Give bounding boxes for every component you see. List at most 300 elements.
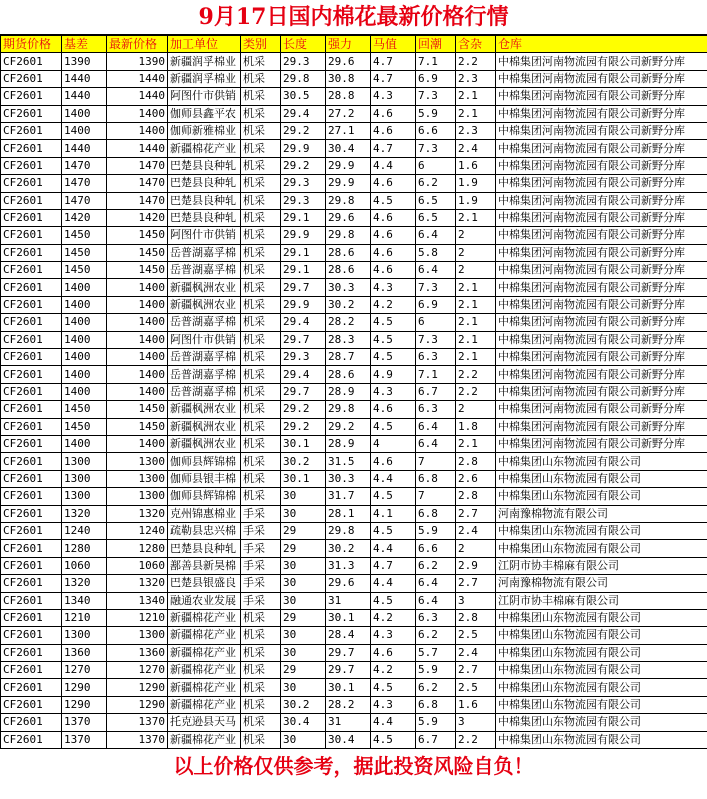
- basis-cell: 1400: [62, 279, 107, 296]
- moisture-cell: 7.3: [416, 140, 456, 157]
- warehouse-cell: 中棉集团山东物流园有限公司: [496, 644, 707, 661]
- length-cell: 30: [281, 592, 326, 609]
- latest-price-cell: 1290: [107, 679, 168, 696]
- basis-cell: 1440: [62, 140, 107, 157]
- strength-cell: 30.1: [326, 609, 371, 626]
- length-cell: 29.1: [281, 209, 326, 226]
- micronaire-cell: 4.5: [371, 522, 416, 539]
- processor-cell: 新疆棉花产业: [168, 731, 241, 748]
- trash-cell: 2.4: [456, 140, 496, 157]
- moisture-cell: 6.6: [416, 540, 456, 557]
- table-row: [1, 209, 707, 226]
- futures-price-cell: CF2601: [1, 592, 62, 609]
- warehouse-cell: 中棉集团河南物流园有限公司新野分库: [496, 383, 707, 400]
- basis-cell: 1290: [62, 679, 107, 696]
- micronaire-cell: 4.5: [371, 192, 416, 209]
- category-cell: 机采: [241, 679, 281, 696]
- trash-cell: 2.1: [456, 105, 496, 122]
- warehouse-cell: 中棉集团山东物流园有限公司: [496, 470, 707, 487]
- futures-price-cell: CF2601: [1, 296, 62, 313]
- processor-cell: 阿图什市供销: [168, 227, 241, 244]
- latest-price-cell: 1400: [107, 122, 168, 139]
- category-cell: 机采: [241, 279, 281, 296]
- processor-cell: 新疆枫洲农业: [168, 296, 241, 313]
- processor-cell: 新疆枫洲农业: [168, 401, 241, 418]
- warehouse-cell: 中棉集团河南物流园有限公司新野分库: [496, 192, 707, 209]
- strength-cell: 28.4: [326, 627, 371, 644]
- strength-cell: 31.3: [326, 557, 371, 574]
- trash-cell: 2.3: [456, 122, 496, 139]
- basis-cell: 1420: [62, 209, 107, 226]
- latest-price-cell: 1400: [107, 331, 168, 348]
- table-row: [1, 470, 707, 487]
- micronaire-cell: 4.4: [371, 540, 416, 557]
- table-row: [1, 662, 707, 679]
- trash-cell: 2.7: [456, 662, 496, 679]
- table-row: [1, 140, 707, 157]
- table-row: [1, 227, 707, 244]
- trash-cell: 2.1: [456, 279, 496, 296]
- futures-price-cell: CF2601: [1, 175, 62, 192]
- trash-cell: 2.2: [456, 383, 496, 400]
- processor-cell: 岳普湖嘉孚棉: [168, 366, 241, 383]
- category-cell: 机采: [241, 488, 281, 505]
- strength-cell: 28.7: [326, 349, 371, 366]
- category-cell: 机采: [241, 349, 281, 366]
- micronaire-header: 马值: [371, 36, 416, 53]
- length-cell: 29.2: [281, 122, 326, 139]
- futures-price-cell: CF2601: [1, 349, 62, 366]
- latest-price-cell: 1320: [107, 505, 168, 522]
- futures-price-cell: CF2601: [1, 140, 62, 157]
- strength-cell: 28.3: [326, 331, 371, 348]
- micronaire-cell: 4.9: [371, 366, 416, 383]
- micronaire-cell: 4.6: [371, 227, 416, 244]
- trash-cell: 3: [456, 714, 496, 731]
- warehouse-cell: 中棉集团河南物流园有限公司新野分库: [496, 140, 707, 157]
- latest-price-cell: 1470: [107, 175, 168, 192]
- table-row: [1, 331, 707, 348]
- processor-cell: 伽师县银丰棉: [168, 470, 241, 487]
- micronaire-cell: 4.5: [371, 592, 416, 609]
- futures-price-cell: CF2601: [1, 53, 62, 70]
- price-table: [0, 35, 707, 749]
- trash-cell: 1.9: [456, 175, 496, 192]
- table-row: [1, 714, 707, 731]
- basis-cell: 1240: [62, 522, 107, 539]
- trash-cell: 2.1: [456, 209, 496, 226]
- length-cell: 30: [281, 731, 326, 748]
- latest-price-cell: 1360: [107, 644, 168, 661]
- moisture-cell: 6.9: [416, 70, 456, 87]
- category-cell: 手采: [241, 540, 281, 557]
- table-row: [1, 105, 707, 122]
- category-cell: 机采: [241, 227, 281, 244]
- table-row: [1, 522, 707, 539]
- processor-cell: 克州锦惠棉业: [168, 505, 241, 522]
- basis-cell: 1320: [62, 575, 107, 592]
- length-cell: 29.3: [281, 349, 326, 366]
- length-cell: 29.3: [281, 192, 326, 209]
- processor-cell: 伽师新雅棉业: [168, 122, 241, 139]
- table-row: [1, 296, 707, 313]
- category-cell: 机采: [241, 453, 281, 470]
- latest-price-cell: 1300: [107, 627, 168, 644]
- length-cell: 30.1: [281, 470, 326, 487]
- category-cell: 机采: [241, 88, 281, 105]
- trash-cell: 2.7: [456, 575, 496, 592]
- basis-cell: 1400: [62, 331, 107, 348]
- length-cell: 29.1: [281, 244, 326, 261]
- basis-cell: 1400: [62, 296, 107, 313]
- futures-price-cell: CF2601: [1, 505, 62, 522]
- micronaire-cell: 4.4: [371, 157, 416, 174]
- basis-cell: 1400: [62, 383, 107, 400]
- futures-price-cell: CF2601: [1, 262, 62, 279]
- futures-price-cell: CF2601: [1, 609, 62, 626]
- moisture-cell: 6.5: [416, 209, 456, 226]
- strength-cell: 28.9: [326, 435, 371, 452]
- trash-cell: 2: [456, 540, 496, 557]
- moisture-cell: 6.6: [416, 122, 456, 139]
- basis-cell: 1340: [62, 592, 107, 609]
- warehouse-cell: 江阴市协丰棉麻有限公司: [496, 557, 707, 574]
- processor-cell: 新疆棉花产业: [168, 662, 241, 679]
- latest-price-cell: 1290: [107, 696, 168, 713]
- moisture-cell: 6: [416, 314, 456, 331]
- length-cell: 29.7: [281, 331, 326, 348]
- length-cell: 29.3: [281, 53, 326, 70]
- table-row: [1, 88, 707, 105]
- trash-cell: 1.9: [456, 192, 496, 209]
- moisture-cell: 5.9: [416, 522, 456, 539]
- strength-header: 强力: [326, 36, 371, 53]
- processor-cell: 新疆棉花产业: [168, 696, 241, 713]
- category-header: 类别: [241, 36, 281, 53]
- strength-cell: 31.7: [326, 488, 371, 505]
- processor-cell: 伽师县鑫平农: [168, 105, 241, 122]
- processor-cell: 新疆棉花产业: [168, 644, 241, 661]
- length-cell: 29.9: [281, 296, 326, 313]
- category-cell: 手采: [241, 592, 281, 609]
- trash-cell: 2.7: [456, 505, 496, 522]
- strength-cell: 28.6: [326, 366, 371, 383]
- table-row: [1, 644, 707, 661]
- micronaire-cell: 4.3: [371, 279, 416, 296]
- warehouse-cell: 中棉集团河南物流园有限公司新野分库: [496, 209, 707, 226]
- table-row: [1, 279, 707, 296]
- strength-cell: 29.9: [326, 157, 371, 174]
- futures-price-cell: CF2601: [1, 662, 62, 679]
- category-cell: 手采: [241, 505, 281, 522]
- category-cell: 机采: [241, 731, 281, 748]
- moisture-cell: 7.3: [416, 331, 456, 348]
- moisture-cell: 6.4: [416, 262, 456, 279]
- strength-cell: 29.9: [326, 175, 371, 192]
- processor-cell: 岳普湖嘉孚棉: [168, 314, 241, 331]
- futures-price-cell: CF2601: [1, 696, 62, 713]
- moisture-cell: 7.1: [416, 53, 456, 70]
- trash-cell: 2.5: [456, 627, 496, 644]
- micronaire-cell: 4.7: [371, 557, 416, 574]
- category-cell: 机采: [241, 140, 281, 157]
- table-header: [1, 36, 707, 53]
- warehouse-cell: 中棉集团河南物流园有限公司新野分库: [496, 366, 707, 383]
- table-row: [1, 627, 707, 644]
- latest-price-cell: 1340: [107, 592, 168, 609]
- moisture-cell: 7: [416, 488, 456, 505]
- category-cell: 机采: [241, 366, 281, 383]
- length-header: 长度: [281, 36, 326, 53]
- warehouse-header: 仓库: [496, 36, 707, 53]
- length-cell: 29.4: [281, 314, 326, 331]
- warehouse-cell: 中棉集团河南物流园有限公司新野分库: [496, 157, 707, 174]
- length-cell: 30.1: [281, 435, 326, 452]
- trash-cell: 2: [456, 401, 496, 418]
- trash-header: 含杂: [456, 36, 496, 53]
- strength-cell: 30.8: [326, 70, 371, 87]
- basis-cell: 1440: [62, 70, 107, 87]
- moisture-cell: 6.2: [416, 557, 456, 574]
- strength-cell: 31: [326, 714, 371, 731]
- trash-cell: 2.5: [456, 679, 496, 696]
- table-row: [1, 557, 707, 574]
- futures-price-cell: CF2601: [1, 401, 62, 418]
- moisture-cell: 7: [416, 453, 456, 470]
- latest-price-cell: 1400: [107, 279, 168, 296]
- futures-price-cell: CF2601: [1, 470, 62, 487]
- processor-cell: 疏勒县忠兴棉: [168, 522, 241, 539]
- category-cell: 机采: [241, 209, 281, 226]
- trash-cell: 2.2: [456, 366, 496, 383]
- processor-cell: 巴楚县良种轧: [168, 540, 241, 557]
- strength-cell: 30.2: [326, 540, 371, 557]
- processor-cell: 巴楚县银盛良: [168, 575, 241, 592]
- category-cell: 机采: [241, 401, 281, 418]
- latest-price-cell: 1420: [107, 209, 168, 226]
- processor-cell: 新疆枫洲农业: [168, 435, 241, 452]
- warehouse-cell: 中棉集团河南物流园有限公司新野分库: [496, 349, 707, 366]
- strength-cell: 30.1: [326, 679, 371, 696]
- micronaire-cell: 4.6: [371, 453, 416, 470]
- table-row: [1, 53, 707, 70]
- trash-cell: 2.8: [456, 609, 496, 626]
- latest-price-cell: 1280: [107, 540, 168, 557]
- futures-price-cell: CF2601: [1, 314, 62, 331]
- latest-price-cell: 1450: [107, 227, 168, 244]
- futures-price-cell: CF2601: [1, 679, 62, 696]
- warehouse-cell: 中棉集团山东物流园有限公司: [496, 522, 707, 539]
- micronaire-cell: 4.5: [371, 488, 416, 505]
- futures-price-cell: CF2601: [1, 575, 62, 592]
- processor-cell: 伽师县辉锦棉: [168, 453, 241, 470]
- strength-cell: 29.8: [326, 192, 371, 209]
- moisture-cell: 5.9: [416, 662, 456, 679]
- warehouse-cell: 中棉集团山东物流园有限公司: [496, 679, 707, 696]
- strength-cell: 31: [326, 592, 371, 609]
- table-row: [1, 192, 707, 209]
- category-cell: 机采: [241, 627, 281, 644]
- category-cell: 机采: [241, 314, 281, 331]
- latest-price-cell: 1300: [107, 470, 168, 487]
- moisture-cell: 6.7: [416, 383, 456, 400]
- warehouse-cell: 中棉集团河南物流园有限公司新野分库: [496, 314, 707, 331]
- trash-cell: 1.8: [456, 418, 496, 435]
- strength-cell: 29.7: [326, 662, 371, 679]
- trash-cell: 2: [456, 227, 496, 244]
- moisture-cell: 5.9: [416, 105, 456, 122]
- micronaire-cell: 4.5: [371, 418, 416, 435]
- warehouse-cell: 中棉集团河南物流园有限公司新野分库: [496, 227, 707, 244]
- length-cell: 30.2: [281, 696, 326, 713]
- basis-cell: 1300: [62, 470, 107, 487]
- strength-cell: 28.6: [326, 262, 371, 279]
- moisture-cell: 6.8: [416, 470, 456, 487]
- header-row: [1, 36, 707, 53]
- latest-price-cell: 1400: [107, 435, 168, 452]
- latest-price-cell: 1470: [107, 157, 168, 174]
- category-cell: 机采: [241, 644, 281, 661]
- strength-cell: 30.4: [326, 731, 371, 748]
- table-row: [1, 401, 707, 418]
- moisture-cell: 6.4: [416, 575, 456, 592]
- moisture-cell: 6.8: [416, 696, 456, 713]
- basis-cell: 1370: [62, 714, 107, 731]
- basis-cell: 1450: [62, 401, 107, 418]
- futures-price-cell: CF2601: [1, 88, 62, 105]
- trash-cell: 2.2: [456, 731, 496, 748]
- futures-price-cell: CF2601: [1, 435, 62, 452]
- category-cell: 机采: [241, 105, 281, 122]
- futures-price-cell: CF2601: [1, 70, 62, 87]
- trash-cell: 2.9: [456, 557, 496, 574]
- length-cell: 30.2: [281, 453, 326, 470]
- category-cell: 机采: [241, 296, 281, 313]
- warehouse-cell: 中棉集团河南物流园有限公司新野分库: [496, 262, 707, 279]
- trash-cell: 2.4: [456, 644, 496, 661]
- table-row: [1, 435, 707, 452]
- latest-price-cell: 1300: [107, 453, 168, 470]
- moisture-cell: 6.3: [416, 401, 456, 418]
- strength-cell: 29.8: [326, 227, 371, 244]
- category-cell: 机采: [241, 70, 281, 87]
- micronaire-cell: 4.5: [371, 731, 416, 748]
- strength-cell: 28.6: [326, 244, 371, 261]
- length-cell: 29.7: [281, 279, 326, 296]
- micronaire-cell: 4.5: [371, 314, 416, 331]
- basis-cell: 1400: [62, 366, 107, 383]
- moisture-cell: 6.4: [416, 227, 456, 244]
- trash-cell: 2: [456, 244, 496, 261]
- strength-cell: 29.6: [326, 209, 371, 226]
- length-cell: 29.3: [281, 175, 326, 192]
- micronaire-cell: 4.4: [371, 470, 416, 487]
- table-row: [1, 262, 707, 279]
- category-cell: 机采: [241, 262, 281, 279]
- trash-cell: 2.1: [456, 349, 496, 366]
- warehouse-cell: 河南豫棉物流有限公司: [496, 575, 707, 592]
- category-cell: 机采: [241, 435, 281, 452]
- latest-price-cell: 1400: [107, 314, 168, 331]
- micronaire-cell: 4.6: [371, 175, 416, 192]
- table-row: [1, 418, 707, 435]
- processor-cell: 岳普湖嘉孚棉: [168, 383, 241, 400]
- category-cell: 机采: [241, 662, 281, 679]
- latest-price-cell: 1400: [107, 383, 168, 400]
- moisture-header: 回潮: [416, 36, 456, 53]
- category-cell: 手采: [241, 557, 281, 574]
- basis-cell: 1400: [62, 105, 107, 122]
- table-row: [1, 505, 707, 522]
- length-cell: 29.2: [281, 418, 326, 435]
- length-cell: 29.4: [281, 366, 326, 383]
- processor-cell: 新疆棉花产业: [168, 609, 241, 626]
- table-row: [1, 731, 707, 748]
- futures-price-cell: CF2601: [1, 714, 62, 731]
- moisture-cell: 7.3: [416, 88, 456, 105]
- futures-price-cell: CF2601: [1, 522, 62, 539]
- strength-cell: 30.3: [326, 279, 371, 296]
- trash-cell: 2.8: [456, 453, 496, 470]
- latest-price-cell: 1060: [107, 557, 168, 574]
- processor-cell: 托克逊县天马: [168, 714, 241, 731]
- length-cell: 29.2: [281, 157, 326, 174]
- moisture-cell: 5.7: [416, 644, 456, 661]
- warehouse-cell: 中棉集团山东物流园有限公司: [496, 662, 707, 679]
- category-cell: 机采: [241, 696, 281, 713]
- warehouse-cell: 中棉集团河南物流园有限公司新野分库: [496, 175, 707, 192]
- warehouse-cell: 中棉集团山东物流园有限公司: [496, 627, 707, 644]
- basis-header: 基差: [62, 36, 107, 53]
- processor-cell: 岳普湖嘉孚棉: [168, 349, 241, 366]
- micronaire-cell: 4.2: [371, 609, 416, 626]
- basis-cell: 1390: [62, 53, 107, 70]
- disclaimer: 以上价格仅供参考，据此投资风险自负！: [173, 754, 534, 779]
- futures-price-cell: CF2601: [1, 418, 62, 435]
- length-cell: 30: [281, 488, 326, 505]
- warehouse-cell: 中棉集团河南物流园有限公司新野分库: [496, 70, 707, 87]
- moisture-cell: 6.8: [416, 505, 456, 522]
- futures-price-cell: CF2601: [1, 331, 62, 348]
- table-row: [1, 244, 707, 261]
- table-row: [1, 453, 707, 470]
- trash-cell: 2.2: [456, 53, 496, 70]
- table-row: [1, 540, 707, 557]
- moisture-cell: 6.3: [416, 609, 456, 626]
- basis-cell: 1470: [62, 175, 107, 192]
- trash-cell: 1.6: [456, 696, 496, 713]
- table-row: [1, 679, 707, 696]
- length-cell: 29: [281, 540, 326, 557]
- processor-cell: 新疆枫洲农业: [168, 279, 241, 296]
- futures-price-cell: CF2601: [1, 192, 62, 209]
- micronaire-cell: 4.3: [371, 627, 416, 644]
- basis-cell: 1470: [62, 157, 107, 174]
- moisture-cell: 6.4: [416, 418, 456, 435]
- strength-cell: 28.9: [326, 383, 371, 400]
- length-cell: 30.4: [281, 714, 326, 731]
- length-cell: 29.2: [281, 401, 326, 418]
- table-row: [1, 70, 707, 87]
- latest-price-cell: 1440: [107, 140, 168, 157]
- table-row: [1, 349, 707, 366]
- micronaire-cell: 4.4: [371, 714, 416, 731]
- futures-price-cell: CF2601: [1, 209, 62, 226]
- basis-cell: 1280: [62, 540, 107, 557]
- processor-cell: 岳普湖嘉孚棉: [168, 262, 241, 279]
- warehouse-cell: 河南豫棉物流有限公司: [496, 505, 707, 522]
- category-cell: 机采: [241, 192, 281, 209]
